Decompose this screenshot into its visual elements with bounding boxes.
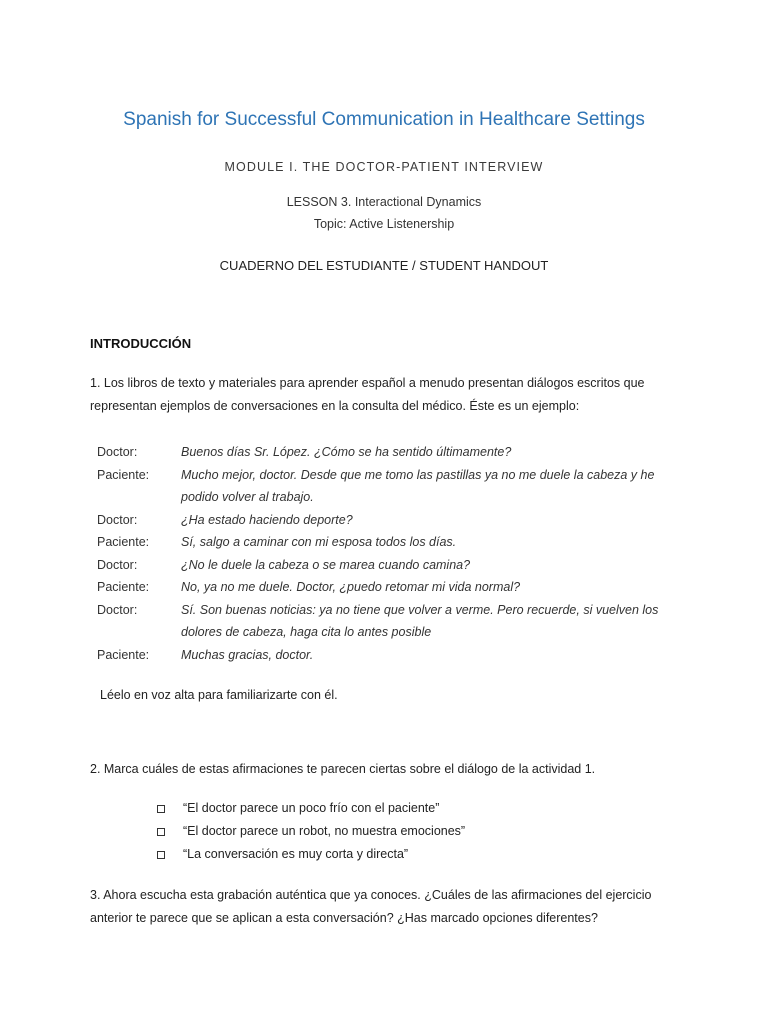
dialog-utterance: Sí, salgo a caminar con mi esposa todos los días. bbox=[181, 535, 457, 549]
dialog-speaker: Doctor: bbox=[97, 445, 138, 459]
dialog-utterance: No, ya no me duele. Doctor, ¿puedo retomar mi vida normal? bbox=[181, 580, 521, 594]
dialog-speaker: Doctor: bbox=[97, 512, 138, 527]
dialog-line bbox=[97, 509, 677, 532]
dialog-line bbox=[97, 644, 677, 667]
statement-options bbox=[157, 797, 465, 866]
dialog-line bbox=[97, 554, 677, 577]
lesson-title: LESSON 3. Interactional Dynamics bbox=[286, 195, 482, 209]
dialog-speaker: Paciente: bbox=[97, 580, 150, 594]
dialog-utterance: Muchas gracias, doctor. bbox=[181, 647, 314, 662]
statement-option[interactable] bbox=[157, 820, 465, 843]
dialog-speaker: Doctor: bbox=[97, 557, 138, 572]
dialog-utterance: ¿Ha estado haciendo deporte? bbox=[181, 512, 353, 527]
statement-option[interactable] bbox=[157, 797, 465, 820]
dialog-line bbox=[97, 599, 677, 644]
dialog-speaker: Doctor: bbox=[97, 602, 138, 617]
handout-label: CUADERNO DEL ESTUDIANTE / STUDENT HANDOUT bbox=[219, 258, 549, 273]
statement-option-label: “El doctor parece un robot, no muestra emociones” bbox=[183, 824, 466, 838]
checkbox-icon[interactable] bbox=[157, 805, 165, 813]
dialog bbox=[97, 441, 677, 666]
activity-2-text: 2. Marca cuáles de estas afirmaciones te parecen ciertas sobre el diálogo de la actividad 1. bbox=[90, 762, 596, 776]
section-heading-introduccion: INTRODUCCIÓN bbox=[90, 336, 192, 351]
activity-3-text: 3. Ahora escucha esta grabación auténtica que ya conoces. ¿Cuáles de las afirmaciones del ejercicio anterior te parece que se aplican a esta conversación? ¿Has marcado opciones diferentes? bbox=[90, 888, 652, 925]
dialog-line bbox=[97, 464, 677, 509]
statement-option-label: “El doctor parece un poco frío con el paciente” bbox=[183, 801, 440, 815]
statement-option-label: “La conversación es muy corta y directa” bbox=[183, 847, 409, 861]
activity-1-text: 1. Los libros de texto y materiales para aprender español a menudo presentan diálogos escritos que representan ejemplos de conversaciones en la consulta del médico. Éste es un ejemplo: bbox=[90, 376, 645, 413]
dialog-speaker: Paciente: bbox=[97, 467, 150, 482]
dialog-utterance: ¿No le duele la cabeza o se marea cuando camina? bbox=[181, 557, 471, 572]
dialog-utterance: Buenos días Sr. López. ¿Cómo se ha sentido últimamente? bbox=[181, 445, 512, 459]
checkbox-icon[interactable] bbox=[157, 828, 165, 836]
dialog-line bbox=[97, 576, 677, 599]
module-heading: MODULE I. THE DOCTOR-PATIENT INTERVIEW bbox=[224, 160, 544, 174]
checkbox-icon[interactable] bbox=[157, 851, 165, 859]
statement-option[interactable] bbox=[157, 843, 465, 866]
dialog-speaker: Paciente: bbox=[97, 647, 150, 662]
dialog-line bbox=[97, 531, 677, 554]
dialog-line bbox=[97, 441, 677, 464]
lesson-block bbox=[0, 191, 768, 235]
lesson-topic: Topic: Active Listenership bbox=[313, 217, 455, 231]
document-title: Spanish for Successful Communication in Healthcare Settings bbox=[123, 109, 645, 130]
dialog-utterance: Mucho mejor, doctor. Desde que me tomo las pastillas ya no me duele la cabeza y he podido volver al trabajo. bbox=[181, 467, 655, 504]
dialog-speaker: Paciente: bbox=[97, 535, 150, 549]
dialog-utterance: Sí. Son buenas noticias: ya no tiene que volver a verme. Pero recuerde, si vuelven los dolores de cabeza, haga cita lo antes posible bbox=[181, 602, 659, 639]
read-aloud-instruction: Léelo en voz alta para familiarizarte con él. bbox=[100, 688, 338, 702]
